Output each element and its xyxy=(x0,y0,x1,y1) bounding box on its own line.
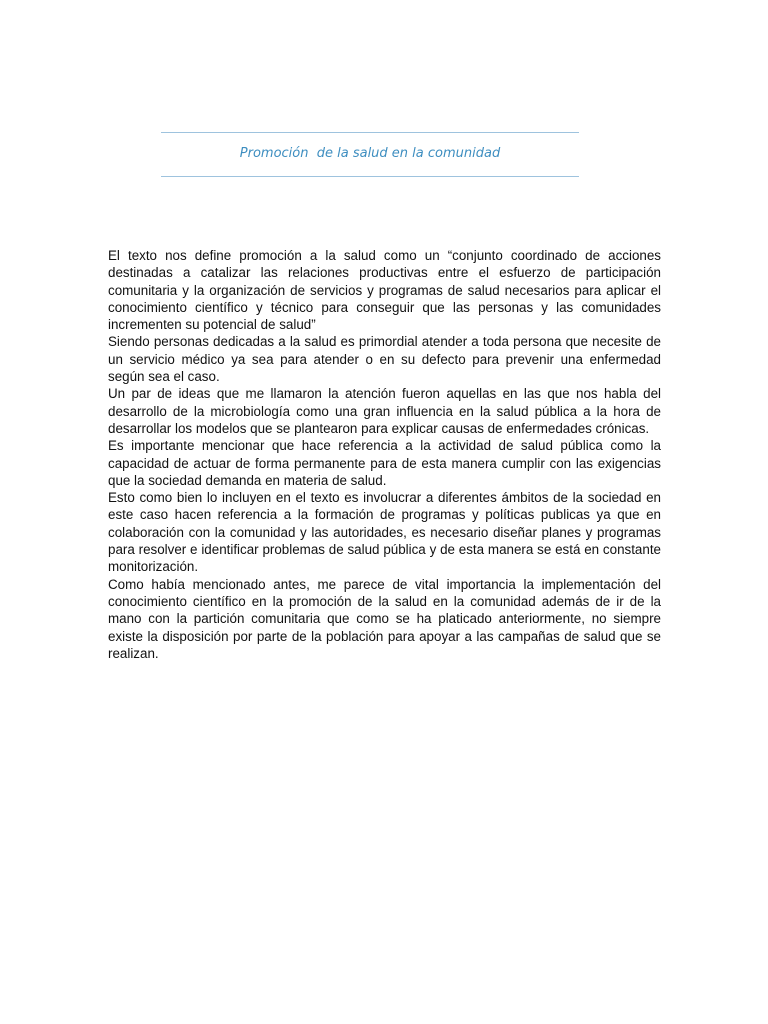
paragraph: Siendo personas dedicadas a la salud es primordial atender a toda persona que necesite de un servicio médico ya sea para atender o en su defecto para prevenir una enfermedad según sea el caso. xyxy=(108,334,661,385)
paragraph: Es importante mencionar que hace referencia a la actividad de salud pública como la capacidad de actuar de forma permanente para de esta manera cumplir con las exigencias que la sociedad demanda en materia de salud. xyxy=(108,438,661,488)
paragraph: Un par de ideas que me llamaron la atención fueron aquellas en las que nos habla del desarrollo de la microbiología como una gran influencia en la salud pública a la hora de desarrollar los modelos que se plantearon para explicar causas de enfermedades crónicas. xyxy=(108,386,661,436)
document-title: Promoción de la salud en la comunidad xyxy=(239,146,501,161)
paragraph: Como había mencionado antes, me parece de vital importancia la implementación del conocimiento científico en la promoción de la salud en la comunidad además de ir de la mano con la partición comunitaria que como se ha platicado anteriormente, no siempre existe la disposición por parte de la población para apoyar a las campañas de salud que se realizan. xyxy=(108,576,661,661)
paragraph: El texto nos define promoción a la salud como un “conjunto coordinado de acciones destinadas a catalizar las relaciones productivas entre el esfuerzo de participación comunitaria y la organización de servicios y programas de salud necesarios para aplicar el conocimiento científico y técnico para conseguir que las personas y las comunidades incrementen su potencial de salud” xyxy=(108,248,661,333)
title-bottom-rule xyxy=(161,176,579,177)
paragraph: Esto como bien lo incluyen en el texto es involucrar a diferentes ámbitos de la sociedad en este caso hacen referencia a la formación de programas y políticas publicas ya que en colaboración con la comunidad y las autoridades, es necesario diseñar planes y programas para resolver e identificar problemas de salud pública y de esta manera se está en constante monitorización. xyxy=(108,490,661,575)
title-top-rule xyxy=(161,132,579,133)
document-body xyxy=(108,247,661,662)
